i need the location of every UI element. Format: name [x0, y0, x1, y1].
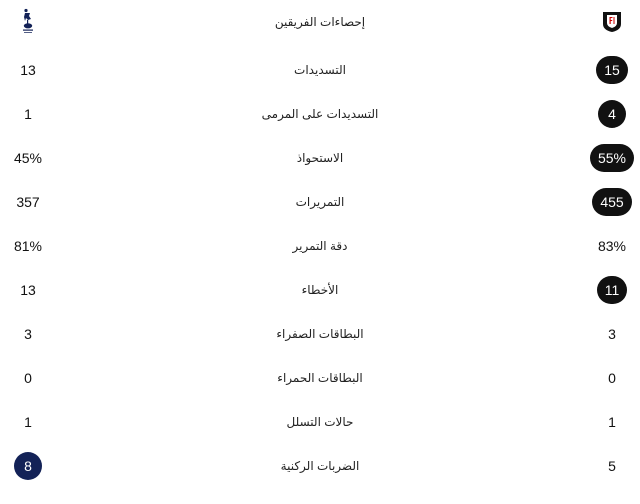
- away-stat-value: 455: [592, 188, 631, 216]
- away-stat-value: 1: [608, 414, 616, 430]
- away-stat-value: 3: [608, 326, 616, 342]
- away-stat-value: 0: [608, 370, 616, 386]
- away-stat-value: 4: [598, 100, 626, 128]
- stat-row: [0, 400, 640, 444]
- stat-label: حالات التسلل: [286, 415, 354, 429]
- away-stat-value: 15: [596, 56, 628, 84]
- stats-title: إحصاءات الفريقين: [274, 15, 366, 29]
- stat-row: [0, 92, 640, 136]
- stat-row: [0, 180, 640, 224]
- home-stat-value: 81%: [13, 238, 43, 254]
- away-stat-value: 83%: [597, 238, 627, 254]
- stats-header: [0, 0, 640, 44]
- stat-label: الضربات الركنية: [280, 459, 360, 473]
- stat-row: [0, 444, 640, 488]
- stat-label: دقة التمرير: [292, 239, 348, 253]
- away-stat-value: 5: [608, 458, 616, 474]
- stat-label: الأخطاء: [301, 283, 339, 297]
- away-team-logo: [584, 0, 640, 44]
- home-team-logo: [0, 0, 56, 44]
- home-stat-value: 13: [20, 62, 36, 78]
- home-stat-value: 1: [24, 414, 32, 430]
- home-stat-value: 0: [24, 370, 32, 386]
- stat-row: [0, 48, 640, 92]
- stat-label: التسديدات: [294, 63, 346, 77]
- stat-label: البطاقات الحمراء: [277, 371, 363, 385]
- stat-row: [0, 312, 640, 356]
- stat-row: [0, 268, 640, 312]
- stat-row: [0, 224, 640, 268]
- home-stat-value: 3: [24, 326, 32, 342]
- stat-label: الاستحواذ: [296, 151, 344, 165]
- stat-label: البطاقات الصفراء: [276, 327, 364, 341]
- fulham-crest-icon: [602, 11, 622, 33]
- stat-row: [0, 356, 640, 400]
- home-stat-value: 1: [24, 106, 32, 122]
- home-stat-value: 45%: [13, 150, 43, 166]
- home-stat-value: 8: [14, 452, 42, 480]
- stat-label: التسديدات على المرمى: [261, 107, 379, 121]
- stat-row: [0, 136, 640, 180]
- home-stat-value: 357: [16, 194, 40, 210]
- away-stat-value: 11: [597, 276, 628, 304]
- away-stat-value: 55%: [590, 144, 634, 172]
- home-stat-value: 13: [20, 282, 36, 298]
- stat-label: التمريرات: [295, 195, 345, 209]
- tottenham-crest-icon: [21, 8, 35, 36]
